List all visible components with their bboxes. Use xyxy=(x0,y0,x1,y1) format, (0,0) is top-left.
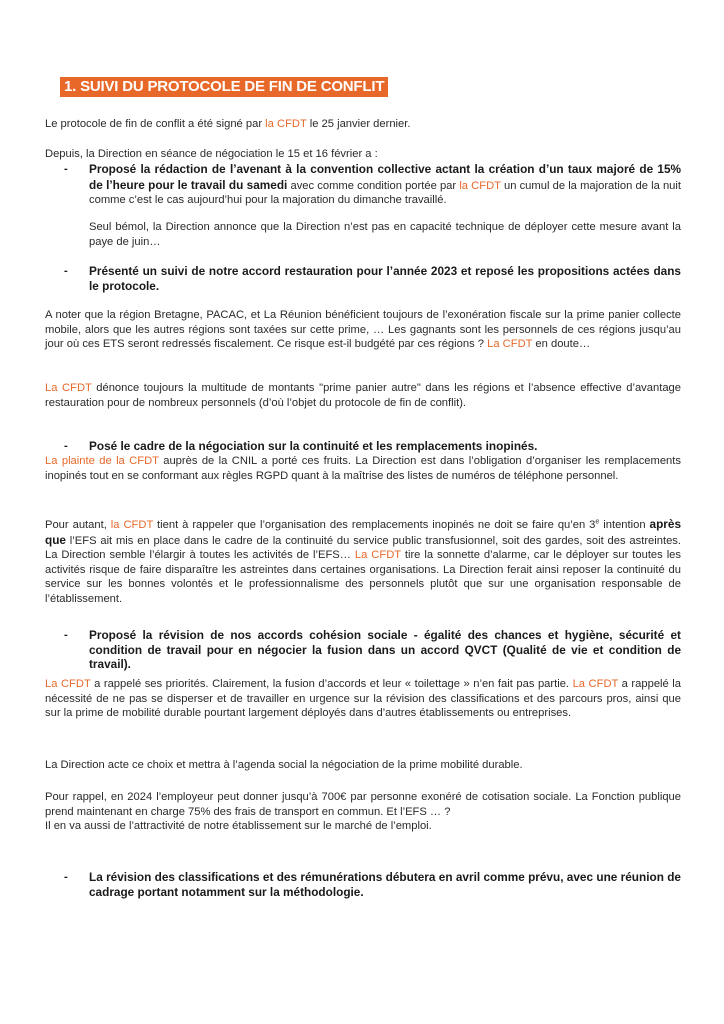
cfdt-mention: La CFDT xyxy=(487,338,533,351)
section-title: 1. SUIVI DU PROTOCOLE DE FIN DE CONFLIT xyxy=(60,77,388,97)
bullet-marker: - xyxy=(64,163,68,175)
bullet-classifications: La révision des classifications et des rémunérations débutera en avril comme prévu, avec une réunion de cadrage portant notamment sur la méthodologie. xyxy=(89,870,681,899)
paragraph-intro: Depuis, la Direction en séance de négociation le 15 et 16 février a : xyxy=(45,148,378,160)
bullet-marker: - xyxy=(64,871,68,883)
paragraph-agenda: La Direction acte ce choix et mettra à l’agenda social la négociation de la prime mobilité durable. xyxy=(45,759,523,771)
paragraph-prime-panier: La CFDT dénonce toujours la multitude de montants "prime panier autre" dans les régions et l’absence effective d’avantage restauration pour de nombreux personnels (d’où l’objet du protocole de fin de conflit). xyxy=(45,382,681,409)
cfdt-mention: La CFDT xyxy=(45,678,91,690)
cfdt-mention: La CFDT xyxy=(572,678,619,690)
paragraph-cnil: La plainte de la CFDT auprès de la CNIL a porté ces fruits. La Direction est dans l’obligation d’organiser les remplacements inopinés tout en se conformant aux règles RGPD quant à la maîtrise des listes de numéros de téléphone personnel. xyxy=(45,455,681,482)
cfdt-mention: la CFDT xyxy=(265,118,307,130)
paragraph-tax-exemption: A noter que la région Bretagne, PACAC, et La Réunion bénéficient toujours de l’exonération fiscale sur la prime panier collecte mobile, alors que les autres régions sont taxées sur cette prime, … Les gagnants sont les personnels de ces régions jusqu’au jour où ces ETS seront redressés fiscalement. Ce risque est-il budgété par ces régions ? La CFDT en doute… xyxy=(45,309,681,351)
cfdt-mention: La CFDT xyxy=(45,382,92,394)
bullet-saturday-note: Seul bémol, la Direction annonce que la Direction n’est pas en capacité technique de déployer cette mesure avant la paye de juin… xyxy=(89,221,681,248)
bullet-marker: - xyxy=(64,265,68,277)
bullet-marker: - xyxy=(64,629,68,641)
bullet-saturday-rate: Proposé la rédaction de l’avenant à la convention collective actant la création d’un taux majoré de 15% de l’heure pour le travail du samedi avec comme condition portée par la CFDT un cumul de la majoration de la nuit comme c’est le cas aujourd’hui pour la majoration du dimanche travaillé. xyxy=(89,162,681,207)
paragraph-reminder: Pour rappel, en 2024 l’employeur peut donner jusqu’à 700€ par personne exonéré de cotisation sociale. La Fonction publique prend maintenant en charge 75% des frais de transport en commun. Et l’EFS … ? Il en va aussi de l’attractivité de notre établissement sur le marché de l’emploi. xyxy=(45,791,681,833)
cfdt-mention: la CFDT xyxy=(110,519,154,531)
cfdt-complaint: La plainte de la CFDT xyxy=(45,455,159,467)
cfdt-mention: la CFDT xyxy=(459,179,501,192)
cfdt-mention: La CFDT xyxy=(354,549,401,562)
bullet-restauration: Présenté un suivi de notre accord restauration pour l’année 2023 et reposé les propositions actées dans le protocole. xyxy=(89,264,681,293)
bullet-continuity: Posé le cadre de la négociation sur la continuité et les remplacements inopinés. xyxy=(89,439,538,453)
bullet-marker: - xyxy=(64,440,68,452)
paragraph-protocol-signed: Le protocole de fin de conflit a été signé par la CFDT le 25 janvier dernier. xyxy=(45,118,411,130)
paragraph-priorities: La CFDT a rappelé ses priorités. Clairement, la fusion d’accords et leur « toilettage » n’en fait pas partie. La CFDT a rappelé la nécessité de ne pas se disperser et de travailler en urgence sur la révision des classifications et des parcours pros, ainsi que sur la prime de mobilité durable pourtant largement déployés dans d’autres établissements ou entreprises. xyxy=(45,678,681,720)
paragraph-replacements: Pour autant, la CFDT tient à rappeler que l’organisation des remplacements inopinés ne doit se faire qu’en 3e intention après que l’EFS ait mis en place dans le cadre de la continuité du service public transfusionnel, soit des gardes, soit des astreintes. La Direction semble l’élargir à toutes les activités de l’EFS… La CFDT tire la sonnette d’alarme, car le déployer sur toutes les activités risque de faire disparaître les astreintes dans certaines organisations. La Direction ferait ainsi reposer la continuité du service sur les bonnes volontés et le professionnalisme des personnels plutôt que sur une organisation responsable de l’établissement. xyxy=(45,517,682,605)
bullet-qvct: Proposé la révision de nos accords cohésion sociale - égalité des chances et hygiène, sécurité et condition de travail pour en négocier la fusion dans un accord QVCT (Qualité de vie et condition de travail). xyxy=(89,628,681,672)
